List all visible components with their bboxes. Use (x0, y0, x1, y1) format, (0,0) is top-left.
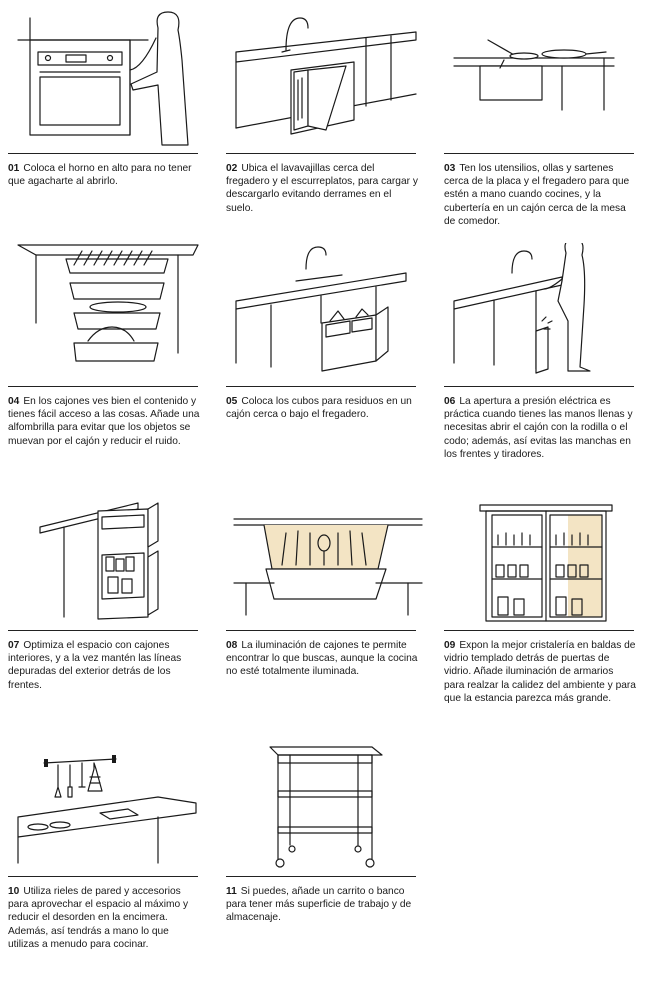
tip-06-number: 06 (444, 396, 456, 407)
tip-02 (226, 10, 426, 214)
tip-03-rule (444, 153, 634, 154)
push-open-drawer-illustration (444, 243, 644, 383)
glass-cabinet-illustration (444, 487, 644, 627)
tip-01-text: Coloca el horno en alto para no tener que agacharte al abrirlo. (8, 163, 192, 188)
tip-05-number: 05 (226, 396, 238, 407)
tip-04-caption (8, 395, 200, 448)
tip-09-caption (444, 639, 636, 705)
tip-06 (444, 243, 644, 460)
tip-10 (8, 733, 208, 950)
tip-01-rule (8, 153, 198, 154)
tip-07-text: Optimiza el espacio con cajones interiores, y a la vez mantén las líneas depuradas del exterior detrás de los frentes. (8, 640, 182, 691)
drawers-illustration (8, 243, 208, 383)
oven-illustration (8, 10, 208, 150)
tip-02-number: 02 (226, 163, 238, 174)
wall-rail-illustration (8, 733, 208, 873)
tip-01 (8, 10, 208, 188)
tip-05-text: Coloca los cubos para residuos en un cajón cerca o bajo el fregadero. (226, 396, 412, 421)
tip-07-rule (8, 630, 198, 631)
tip-09 (444, 487, 644, 704)
dishwasher-illustration (226, 10, 426, 150)
tip-07 (8, 487, 208, 691)
tip-05-caption (226, 395, 418, 421)
kitchen-trolley-illustration (226, 733, 426, 873)
tip-08-rule (226, 630, 416, 631)
utensils-near-hob-illustration (444, 10, 644, 150)
tip-11 (226, 733, 426, 924)
tip-01-caption (8, 162, 200, 188)
tip-07-caption (8, 639, 200, 692)
tip-09-number: 09 (444, 640, 456, 651)
tip-08 (226, 487, 426, 678)
tip-04-text: En los cajones ves bien el contenido y tienes fácil acceso a las cosas. Añade una alfombrilla para evitar que los objetos se muevan por el cajón y reducir el ruido. (8, 396, 200, 447)
tip-02-rule (226, 153, 416, 154)
tip-03-number: 03 (444, 163, 456, 174)
tip-08-text: La iluminación de cajones te permite encontrar lo que buscas, aunque la cocina no esté totalmente iluminada. (226, 640, 418, 678)
tip-10-caption (8, 885, 200, 951)
tip-10-rule (8, 876, 198, 877)
tip-10-text: Utiliza rieles de pared y accesorios para aprovechar el espacio al máximo y reducir el desorden en la encimera. Además, así tendrás a mano lo que utilizas a menudo para cocinar. (8, 886, 189, 950)
interior-drawers-illustration (8, 487, 208, 627)
tip-05-rule (226, 386, 416, 387)
tip-05 (226, 243, 426, 421)
tip-09-rule (444, 630, 634, 631)
tip-04 (8, 243, 208, 447)
waste-bins-illustration (226, 243, 426, 383)
tip-10-number: 10 (8, 886, 20, 897)
tip-11-number: 11 (226, 886, 237, 897)
tip-01-number: 01 (8, 163, 20, 174)
drawer-lighting-illustration (226, 487, 426, 627)
tip-11-text: Si puedes, añade un carrito o banco para tener más superficie de trabajo y de almacenaje. (226, 886, 412, 924)
tip-07-number: 07 (8, 640, 20, 651)
tip-06-rule (444, 386, 634, 387)
tip-02-caption (226, 162, 418, 215)
tip-06-text: La apertura a presión eléctrica es práctica cuando tienes las manos llenas y necesitas abrir el cajón con la rodilla o el codo; además, así evitas las manchas en los frentes y tiradores. (444, 396, 633, 460)
tip-04-rule (8, 386, 198, 387)
tip-11-rule (226, 876, 416, 877)
tip-02-text: Ubica el lavavajillas cerca del fregadero y el escurreplatos, para cargar y descargarlo evitando derrames en el suelo. (226, 163, 418, 214)
tip-04-number: 04 (8, 396, 20, 407)
tip-06-caption (444, 395, 636, 461)
tips-grid (8, 0, 648, 991)
tip-03-caption (444, 162, 636, 228)
tip-08-caption (226, 639, 418, 679)
tip-03 (444, 10, 644, 227)
tip-11-caption (226, 885, 418, 925)
tip-08-number: 08 (226, 640, 238, 651)
tip-09-text: Expon la mejor cristalería en baldas de vidrio templado detrás de puertas de vidrio. Añade iluminación de armarios para realzar la calidez del ambiente y para que la estancia parezca más grande. (444, 640, 636, 704)
tip-03-text: Ten los utensilios, ollas y sartenes cerca de la placa y el fregadero para que estén a mano cuando cocines, y la cubertería en un cajón cerca de la mesa de comedor. (444, 163, 630, 227)
